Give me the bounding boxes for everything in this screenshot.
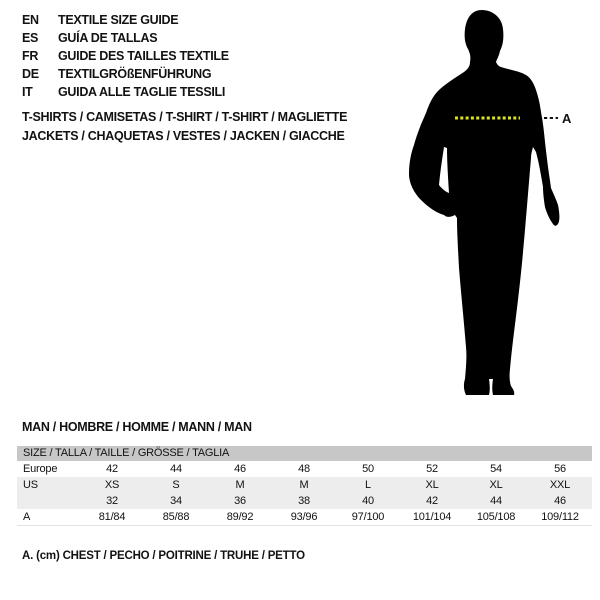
language-code: DE — [22, 67, 39, 81]
table-cell: XL — [489, 479, 503, 491]
table-cell: L — [365, 479, 371, 491]
table-row — [17, 461, 592, 477]
table-cell: 54 — [490, 463, 502, 475]
table-cell: 44 — [170, 463, 182, 475]
size-table-rows — [17, 461, 592, 526]
language-item — [22, 65, 229, 83]
table-cell: 50 — [362, 463, 374, 475]
size-table-header: SIZE / TALLA / TAILLE / GRÖSSE / TAGLIA — [17, 446, 592, 461]
table-cell: 93/96 — [290, 511, 318, 523]
language-item — [22, 11, 229, 29]
row-label: A — [23, 511, 31, 523]
table-cell: 81/84 — [98, 511, 126, 523]
table-cell: 52 — [426, 463, 438, 475]
table-cell: 48 — [298, 463, 310, 475]
table-cell: XL — [425, 479, 439, 491]
table-cell: 56 — [554, 463, 566, 475]
table-cell: XXL — [549, 479, 571, 491]
table-row — [17, 477, 592, 493]
language-code: FR — [22, 49, 39, 63]
language-label: GUÍA DE TALLAS — [58, 31, 158, 45]
measure-label-a: A — [562, 111, 572, 126]
figure-area — [400, 5, 580, 400]
table-cell: 38 — [298, 495, 310, 507]
section-title-man: MAN / HOMBRE / HOMME / MANN / MAN — [22, 420, 252, 434]
table-cell: 32 — [106, 495, 118, 507]
language-item — [22, 29, 229, 47]
language-label: GUIDA ALLE TAGLIE TESSILI — [58, 85, 226, 99]
language-list — [22, 11, 229, 101]
table-row — [17, 509, 592, 525]
language-label: TEXTILE SIZE GUIDE — [58, 13, 179, 27]
size-table — [17, 446, 592, 526]
category-lines — [22, 108, 347, 146]
table-cell: 46 — [234, 463, 246, 475]
table-cell: S — [172, 479, 180, 491]
table-cell: 44 — [490, 495, 502, 507]
row-label: Europe — [23, 463, 58, 475]
language-item — [22, 47, 229, 65]
language-label: TEXTILGRÖßENFÜHRUNG — [58, 67, 212, 81]
table-cell: 101/104 — [412, 511, 452, 523]
table-cell: XS — [104, 479, 120, 491]
row-label: US — [23, 479, 38, 491]
language-code: IT — [22, 85, 33, 99]
table-cell: 34 — [170, 495, 182, 507]
table-cell: 109/112 — [541, 511, 579, 523]
table-cell: 105/108 — [476, 511, 516, 523]
man-figure-svg — [400, 5, 580, 400]
category-line-tshirts: T-SHIRTS / CAMISETAS / T-SHIRT / T-SHIRT / MAGLIETTE — [22, 110, 348, 124]
category-line-jackets: JACKETS / CHAQUETAS / VESTES / JACKEN / GIACCHE — [22, 129, 345, 143]
table-cell: 42 — [106, 463, 118, 475]
table-cell: 89/92 — [226, 511, 254, 523]
language-item — [22, 83, 229, 101]
table-row — [17, 493, 592, 509]
table-cell: M — [299, 479, 309, 491]
table-cell: 85/88 — [162, 511, 190, 523]
language-code: ES — [22, 31, 39, 45]
footnote-chest: A. (cm) CHEST / PECHO / POITRINE / TRUHE / PETTO — [22, 550, 305, 562]
language-code: EN — [22, 13, 39, 27]
table-cell: 97/100 — [351, 511, 385, 523]
table-cell: M — [235, 479, 245, 491]
table-cell: 40 — [362, 495, 374, 507]
language-label: GUIDE DES TAILLES TEXTILE — [58, 49, 229, 63]
table-cell: 46 — [554, 495, 566, 507]
table-cell: 36 — [234, 495, 246, 507]
table-cell: 42 — [426, 495, 438, 507]
man-silhouette — [409, 10, 559, 395]
